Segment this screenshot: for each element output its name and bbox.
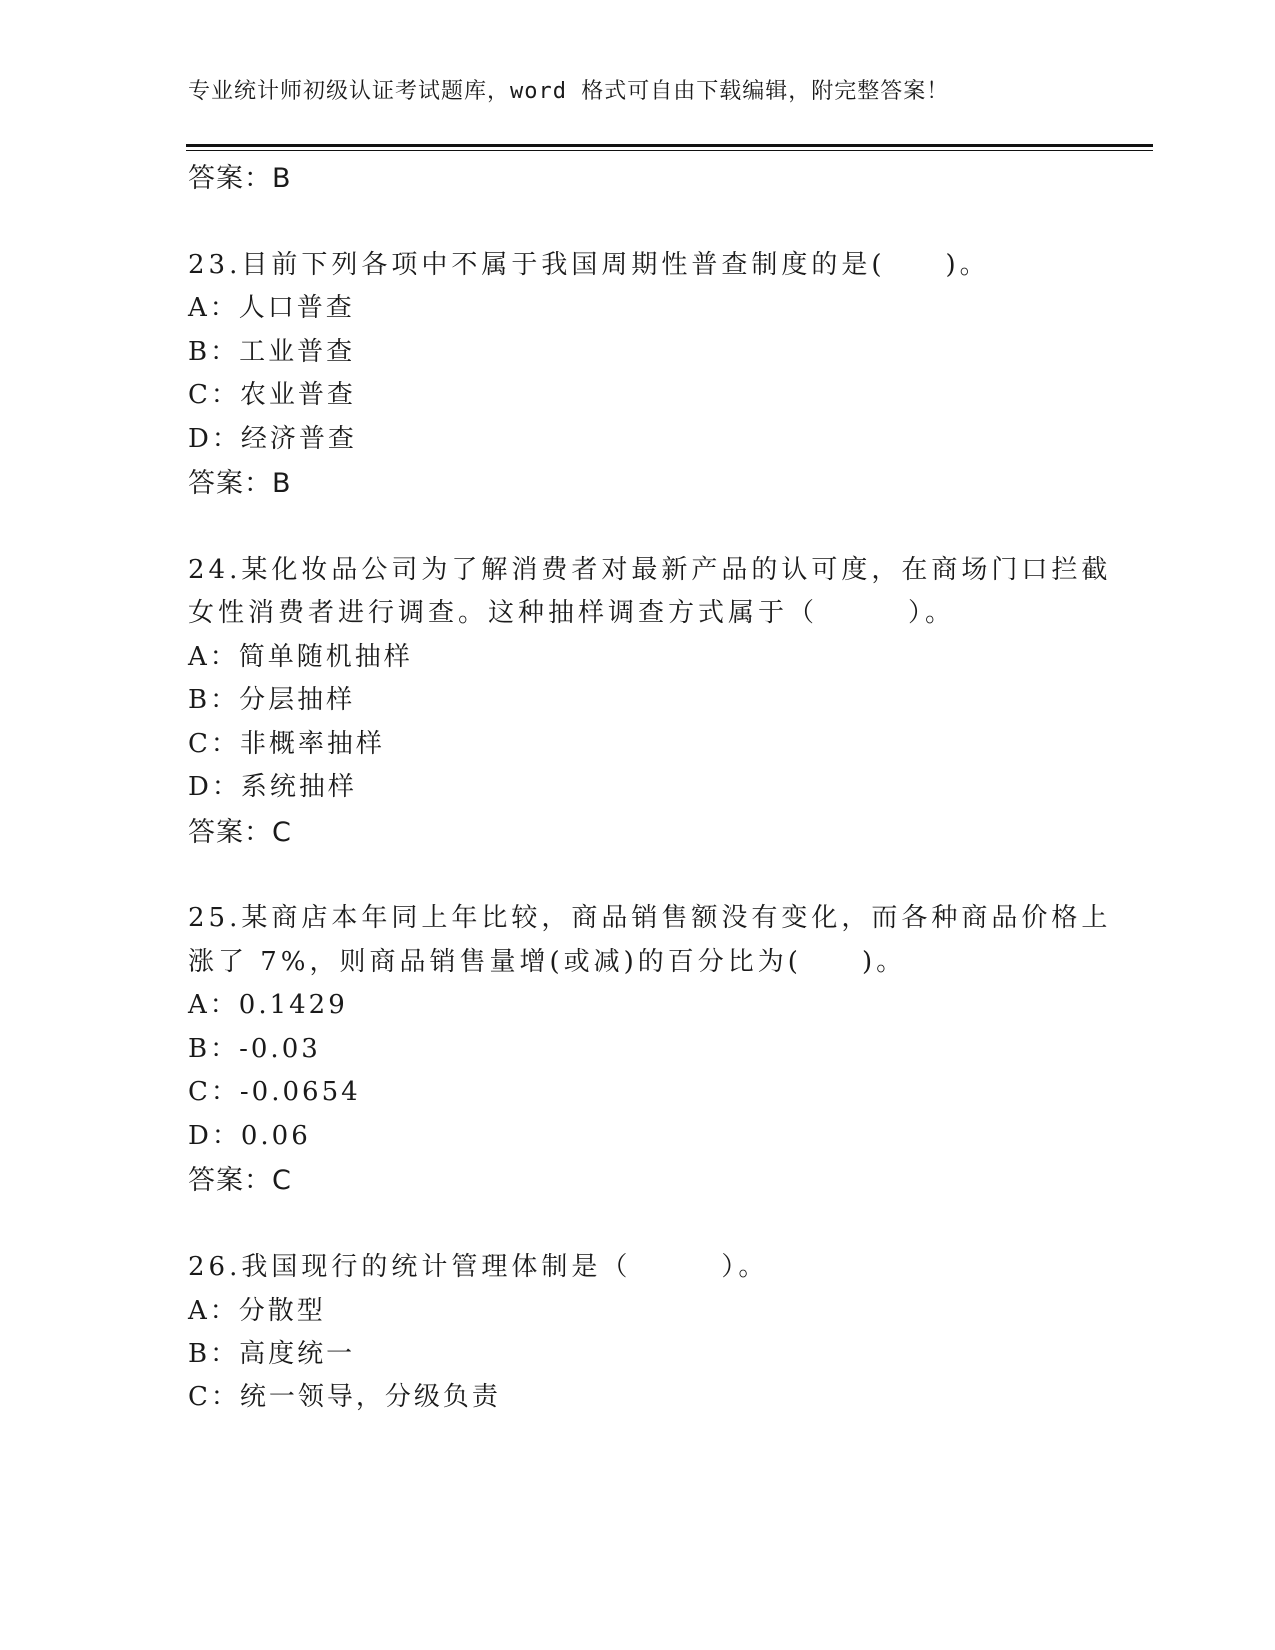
question-25-option-d: D：0.06 — [188, 1121, 311, 1151]
question-23-option-b: B：工业普查 — [188, 337, 356, 367]
question-24-option-a: A：简单随机抽样 — [188, 642, 413, 672]
question-25-option-a: A：0.1429 — [188, 990, 348, 1020]
question-24-option-d: D：系统抽样 — [188, 772, 357, 802]
question-23-option-c: C：农业普查 — [188, 380, 356, 410]
question-23-option-a: A：人口普查 — [188, 293, 355, 323]
question-23-answer: 答案：B — [188, 468, 292, 499]
question-24-option-c: C：非概率抽样 — [188, 729, 385, 759]
page-header: 专业统计师初级认证考试题库，word 格式可自由下载编辑，附完整答案！ — [188, 79, 950, 104]
question-23-stem: 23.目前下列各项中不属于我国周期性普查制度的是( )。 — [188, 250, 990, 280]
question-23-option-d: D：经济普查 — [188, 424, 357, 454]
question-24-stem-line-1: 24.某化妆品公司为了解消费者对最新产品的认可度，在商场门口拦截 — [188, 555, 1112, 585]
question-24-answer: 答案：C — [188, 817, 292, 848]
question-25-answer: 答案：C — [188, 1165, 292, 1196]
question-25-stem-line-2: 涨了 7%，则商品销售量增(或减)的百分比为( )。 — [188, 947, 907, 977]
question-25-stem-line-1: 25.某商店本年同上年比较，商品销售额没有变化，而各种商品价格上 — [188, 903, 1112, 933]
question-24-stem-line-2: 女性消费者进行调查。这种抽样调查方式属于（ ）。 — [188, 598, 956, 628]
question-26-option-b: B：高度统一 — [188, 1339, 356, 1369]
header-rule-thick — [186, 144, 1153, 147]
question-26-stem: 26.我国现行的统计管理体制是（ ）。 — [188, 1252, 769, 1282]
header-rule-thin — [186, 150, 1153, 151]
question-26-option-a: A：分散型 — [188, 1296, 326, 1326]
question-25-option-c: C：-0.0654 — [188, 1077, 361, 1107]
question-26-option-c: C：统一领导，分级负责 — [188, 1382, 501, 1412]
answer-previous: 答案：B — [188, 163, 292, 194]
question-24-option-b: B：分层抽样 — [188, 685, 356, 715]
question-25-option-b: B：-0.03 — [188, 1034, 321, 1064]
